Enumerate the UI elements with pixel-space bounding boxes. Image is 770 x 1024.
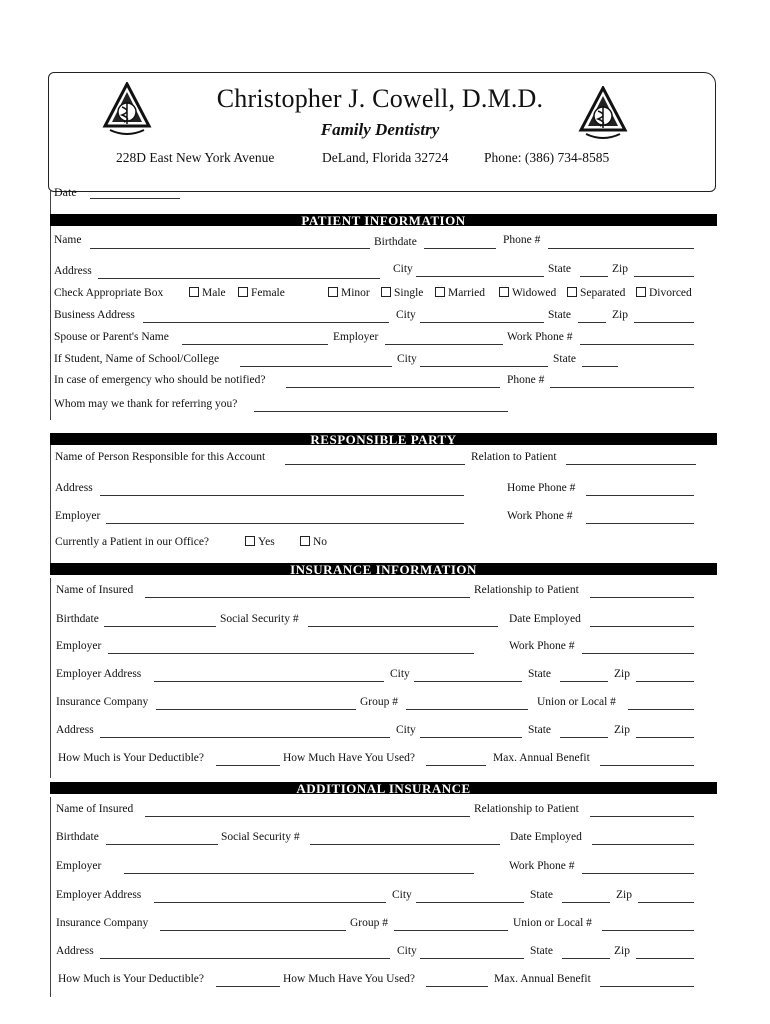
insurance-zip-field[interactable] (636, 737, 694, 738)
add-state-field[interactable] (562, 958, 610, 959)
relation-field[interactable] (566, 464, 696, 465)
practice-subtitle: Family Dentistry (320, 120, 440, 139)
add-used-field[interactable] (426, 986, 488, 987)
date-field[interactable] (90, 198, 180, 199)
add-max-benefit-label: Max. Annual Benefit (494, 973, 591, 985)
address-label: Address (54, 265, 92, 277)
add-address-label: Address (56, 945, 94, 957)
school-city-field[interactable] (420, 366, 548, 367)
section-header-insurance: INSURANCE INFORMATION (50, 563, 717, 575)
responsible-address-label: Address (55, 482, 93, 494)
married-checkbox[interactable] (435, 287, 445, 297)
add-date-employed-label: Date Employed (510, 831, 582, 843)
married-label: Married (448, 287, 486, 299)
add-employer-state-field[interactable] (562, 902, 610, 903)
insurance-city-label: City (396, 724, 416, 736)
ssn-label: Social Security # (220, 613, 299, 625)
work-phone-label: Work Phone # (507, 331, 573, 343)
date-label: Date (54, 185, 77, 199)
student-label: If Student, Name of School/College (54, 353, 220, 365)
relation-label: Relation to Patient (471, 451, 557, 463)
insurance-company-field[interactable] (156, 709, 356, 710)
section-header-patient: PATIENT INFORMATION (50, 214, 717, 226)
max-benefit-label: Max. Annual Benefit (493, 752, 590, 764)
zip-label: Zip (612, 263, 628, 275)
emergency-label: In case of emergency who should be notified? (54, 374, 266, 386)
add-company-field[interactable] (160, 930, 346, 931)
group-label: Group # (360, 696, 399, 708)
emergency-phone-field[interactable] (550, 387, 694, 388)
male-checkbox[interactable] (189, 287, 199, 297)
emergency-contact-field[interactable] (286, 387, 500, 388)
zip-field[interactable] (634, 276, 694, 277)
spouse-label: Spouse or Parent's Name (54, 331, 169, 343)
responsible-address-field[interactable] (100, 495, 464, 496)
employer-label: Employer (333, 331, 379, 343)
form-border-left (50, 440, 51, 570)
business-city-label: City (396, 309, 416, 321)
dental-caduceus-logo-left-icon (102, 82, 152, 140)
add-birthdate-field[interactable] (106, 844, 218, 845)
city-label: City (393, 263, 413, 275)
insured-birthdate-label: Birthdate (56, 613, 99, 625)
add-union-field[interactable] (602, 930, 694, 931)
date-employed-field[interactable] (590, 626, 694, 627)
single-label: Single (394, 287, 424, 299)
responsible-employer-label: Employer (55, 510, 101, 522)
address-field[interactable] (98, 278, 380, 279)
add-insured-name-field[interactable] (145, 816, 470, 817)
insured-birthdate-field[interactable] (104, 626, 216, 627)
state-label: State (548, 263, 571, 275)
female-label: Female (251, 287, 285, 299)
max-benefit-field[interactable] (600, 765, 694, 766)
add-employer-field[interactable] (124, 873, 474, 874)
insurance-zip-label: Zip (614, 724, 630, 736)
insurance-city-field[interactable] (420, 737, 522, 738)
yes-checkbox[interactable] (245, 536, 255, 546)
add-group-field[interactable] (394, 930, 508, 931)
add-union-label: Union or Local # (513, 917, 592, 929)
city-field[interactable] (416, 276, 544, 277)
add-max-benefit-field[interactable] (600, 986, 694, 987)
name-field[interactable] (90, 248, 370, 249)
check-box-label: Check Appropriate Box (54, 287, 164, 299)
employer-city-field[interactable] (414, 681, 522, 682)
employer-zip-label: Zip (614, 668, 630, 680)
employer-state-label: State (528, 668, 551, 680)
add-zip-field[interactable] (636, 958, 694, 959)
separated-option[interactable] (567, 287, 625, 299)
widowed-label: Widowed (512, 287, 557, 299)
business-address-field[interactable] (143, 322, 389, 323)
add-zip-label: Zip (614, 945, 630, 957)
school-city-label: City (397, 353, 417, 365)
separated-checkbox[interactable] (567, 287, 577, 297)
add-city-field[interactable] (420, 958, 524, 959)
emergency-phone-label: Phone # (507, 374, 545, 386)
add-employer-city-field[interactable] (416, 902, 524, 903)
business-city-field[interactable] (420, 322, 544, 323)
relationship-field[interactable] (590, 597, 694, 598)
insurance-address-field[interactable] (100, 737, 390, 738)
street-address: 228D East New York Avenue (116, 150, 275, 165)
spouse-field[interactable] (182, 344, 328, 345)
add-relationship-field[interactable] (590, 816, 694, 817)
responsible-name-label: Name of Person Responsible for this Account (55, 451, 266, 463)
add-group-label: Group # (350, 917, 389, 929)
married-option[interactable] (435, 287, 485, 299)
form-border-left (50, 797, 51, 997)
no-checkbox[interactable] (300, 536, 310, 546)
group-field[interactable] (406, 709, 528, 710)
divorced-option[interactable] (636, 287, 692, 299)
deductible-field[interactable] (216, 765, 280, 766)
employer-address-label: Employer Address (56, 668, 142, 680)
yes-label: Yes (258, 536, 275, 548)
union-field[interactable] (628, 709, 694, 710)
home-phone-label: Home Phone # (507, 482, 576, 494)
school-state-field[interactable] (582, 366, 618, 367)
male-label: Male (202, 287, 226, 299)
add-ssn-label: Social Security # (221, 831, 300, 843)
employer-field[interactable] (385, 344, 503, 345)
employer-state-field[interactable] (560, 681, 608, 682)
no-option[interactable] (300, 536, 327, 548)
add-employer-city-label: City (392, 889, 412, 901)
add-work-phone-field[interactable] (582, 873, 694, 874)
add-employer-state-label: State (530, 889, 553, 901)
add-relationship-label: Relationship to Patient (474, 803, 579, 815)
insurance-state-field[interactable] (560, 737, 608, 738)
insurance-address-label: Address (56, 724, 94, 736)
business-address-label: Business Address (54, 309, 135, 321)
union-label: Union or Local # (537, 696, 616, 708)
used-label: How Much Have You Used? (283, 752, 415, 764)
add-birthdate-label: Birthdate (56, 831, 99, 843)
minor-label: Minor (341, 287, 370, 299)
employer-address-field[interactable] (154, 681, 384, 682)
add-employer-label: Employer (56, 860, 102, 872)
add-city-label: City (397, 945, 417, 957)
insured-name-field[interactable] (145, 597, 470, 598)
form-border-left (50, 578, 51, 778)
insured-name-label: Name of Insured (56, 584, 134, 596)
city-address: DeLand, Florida 32724 (322, 150, 449, 165)
school-state-label: State (553, 353, 576, 365)
minor-checkbox[interactable] (328, 287, 338, 297)
add-company-label: Insurance Company (56, 917, 149, 929)
add-used-label: How Much Have You Used? (283, 973, 415, 985)
yes-option[interactable] (245, 536, 275, 548)
divorced-checkbox[interactable] (636, 287, 646, 297)
current-patient-label: Currently a Patient in our Office? (55, 536, 210, 548)
work-phone-field[interactable] (580, 344, 694, 345)
add-ssn-field[interactable] (310, 844, 500, 845)
widowed-checkbox[interactable] (499, 287, 509, 297)
female-option[interactable] (238, 287, 285, 299)
female-checkbox[interactable] (238, 287, 248, 297)
insured-work-phone-label: Work Phone # (509, 640, 575, 652)
office-phone: Phone: (386) 734-8585 (484, 150, 610, 165)
school-field[interactable] (240, 366, 392, 367)
insured-employer-field[interactable] (108, 653, 474, 654)
insurance-company-label: Insurance Company (56, 696, 149, 708)
insurance-state-label: State (528, 724, 551, 736)
employer-zip-field[interactable] (636, 681, 694, 682)
add-employer-zip-field[interactable] (638, 902, 694, 903)
no-label: No (313, 536, 328, 548)
referral-label: Whom may we thank for referring you? (54, 398, 238, 410)
single-option[interactable] (381, 287, 423, 299)
birthdate-label: Birthdate (374, 236, 417, 248)
responsible-name-field[interactable] (285, 464, 465, 465)
add-employer-address-field[interactable] (154, 902, 386, 903)
used-field[interactable] (426, 765, 486, 766)
add-employer-address-label: Employer Address (56, 889, 142, 901)
responsible-work-phone-label: Work Phone # (507, 510, 573, 522)
practice-name: Christopher J. Cowell, D.M.D. (216, 84, 544, 113)
business-zip-label: Zip (612, 309, 628, 321)
add-insured-name-label: Name of Insured (56, 803, 134, 815)
add-deductible-field[interactable] (216, 986, 280, 987)
add-address-field[interactable] (100, 958, 390, 959)
add-state-label: State (530, 945, 553, 957)
phone-field[interactable] (548, 248, 694, 249)
responsible-work-phone-field[interactable] (586, 523, 694, 524)
ssn-field[interactable] (308, 626, 498, 627)
section-header-responsible: RESPONSIBLE PARTY (50, 433, 717, 445)
business-zip-field[interactable] (634, 322, 694, 323)
relationship-label: Relationship to Patient (474, 584, 579, 596)
employer-city-label: City (390, 668, 410, 680)
name-label: Name (54, 234, 82, 246)
birthdate-field[interactable] (424, 248, 496, 249)
deductible-label: How Much is Your Deductible? (58, 752, 204, 764)
referral-field[interactable] (254, 411, 508, 412)
single-checkbox[interactable] (381, 287, 391, 297)
widowed-option[interactable] (499, 287, 556, 299)
section-header-additional: ADDITIONAL INSURANCE (50, 782, 717, 794)
divorced-label: Divorced (649, 287, 692, 299)
add-employer-zip-label: Zip (616, 889, 632, 901)
male-option[interactable] (189, 287, 226, 299)
home-phone-field[interactable] (586, 495, 694, 496)
insured-employer-label: Employer (56, 640, 102, 652)
date-employed-label: Date Employed (509, 613, 581, 625)
state-field[interactable] (580, 276, 608, 277)
insured-work-phone-field[interactable] (582, 653, 694, 654)
business-state-label: State (548, 309, 571, 321)
minor-option[interactable] (328, 287, 370, 299)
add-deductible-label: How Much is Your Deductible? (58, 973, 204, 985)
add-date-employed-field[interactable] (592, 844, 694, 845)
separated-label: Separated (580, 287, 626, 299)
responsible-employer-field[interactable] (106, 523, 464, 524)
phone-label: Phone # (503, 234, 541, 246)
business-state-field[interactable] (578, 322, 606, 323)
add-work-phone-label: Work Phone # (509, 860, 575, 872)
